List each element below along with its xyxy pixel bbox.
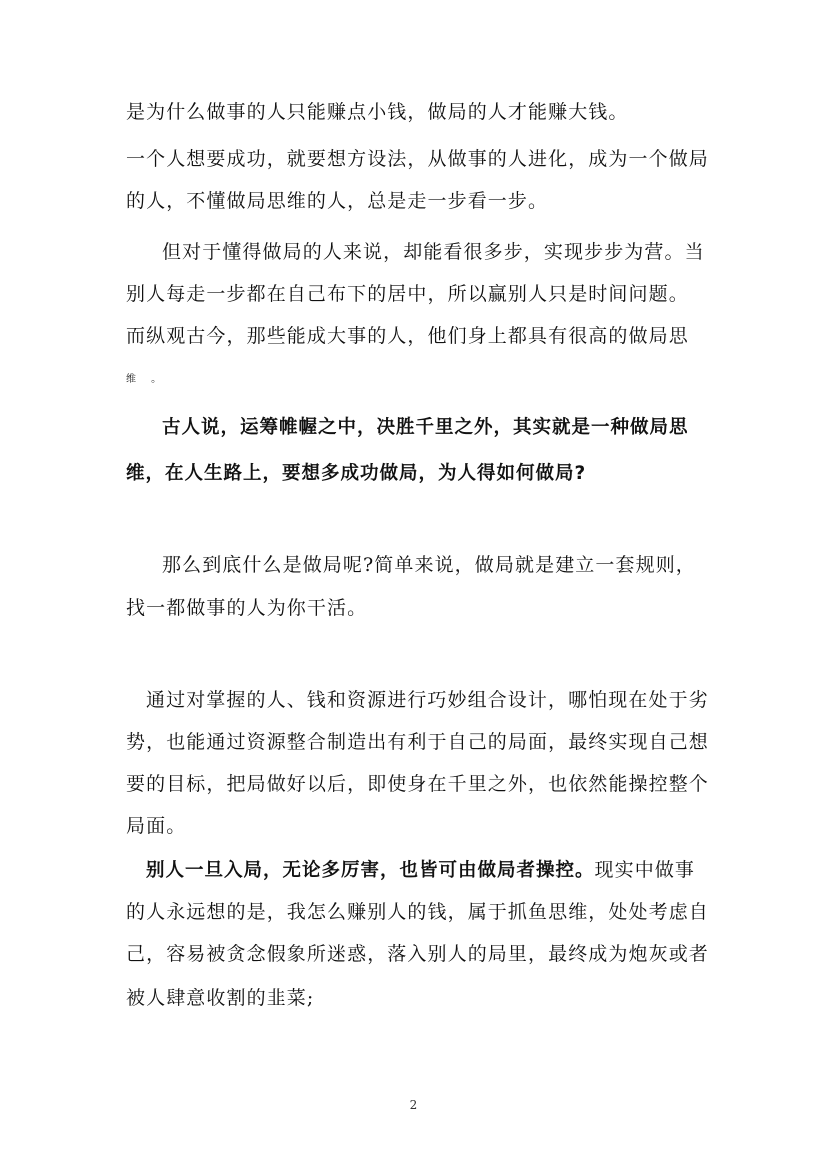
text-line: 要的目标，把局做好以后，即使身在千里之外，也依然能操控整个	[126, 773, 709, 795]
mixed-text-line	[146, 858, 695, 883]
text-line: 维 。	[126, 374, 168, 385]
text-line: 被人肆意收割的韭菜;	[126, 987, 315, 1009]
text-line: 别人每走一步都在自己布下的居中，所以赢别人只是时间问题。	[126, 283, 689, 305]
text-line: 找一都做事的人为你干活。	[126, 597, 368, 619]
text-line: 的人，不懂做局思维的人，总是走一步看一步。	[126, 190, 549, 212]
text-line: 一个人想要成功，就要想方设法，从做事的人进化，成为一个做局	[126, 148, 709, 170]
bold-text-line: 维，在人生路上，要想多成功做局，为人得如何做局?	[126, 463, 587, 484]
page-number: 2	[409, 1098, 418, 1112]
text-line: 是为什么做事的人只能赚点小钱，做局的人才能赚大钱。	[126, 101, 629, 123]
bold-lead-text: 别人一旦入局，无论多厉害，也皆可由做局者操控。	[146, 860, 595, 881]
text-line: 但对于懂得做局的人来说，却能看很多步，实现步步为营。当	[162, 241, 705, 263]
text-line: 通过对掌握的人、钱和资源进行巧妙组合设计，哪怕现在处于劣	[146, 689, 709, 711]
text-line: 势，也能通过资源整合制造出有利于自己的局面，最终实现自己想	[126, 731, 709, 753]
bold-text-line: 古人说，运筹帷幄之中，决胜千里之外，其实就是一种做局思	[162, 417, 689, 438]
text-line: 己，容易被贪念假象所迷惑，落入别人的局里，最终成为炮灰或者	[126, 943, 709, 965]
text-line: 的人永远想的是，我怎么赚别人的钱，属于抓鱼思维，处处考虑自	[126, 901, 709, 923]
text-line: 而纵观古今，那些能成大事的人，他们身上都具有很高的做局思	[126, 325, 689, 347]
text-span: 现实中做事	[594, 859, 696, 881]
text-line: 局面。	[126, 815, 187, 837]
text-line: 那么到底什么是做局呢?简单来说，做局就是建立一套规则，	[162, 554, 696, 576]
